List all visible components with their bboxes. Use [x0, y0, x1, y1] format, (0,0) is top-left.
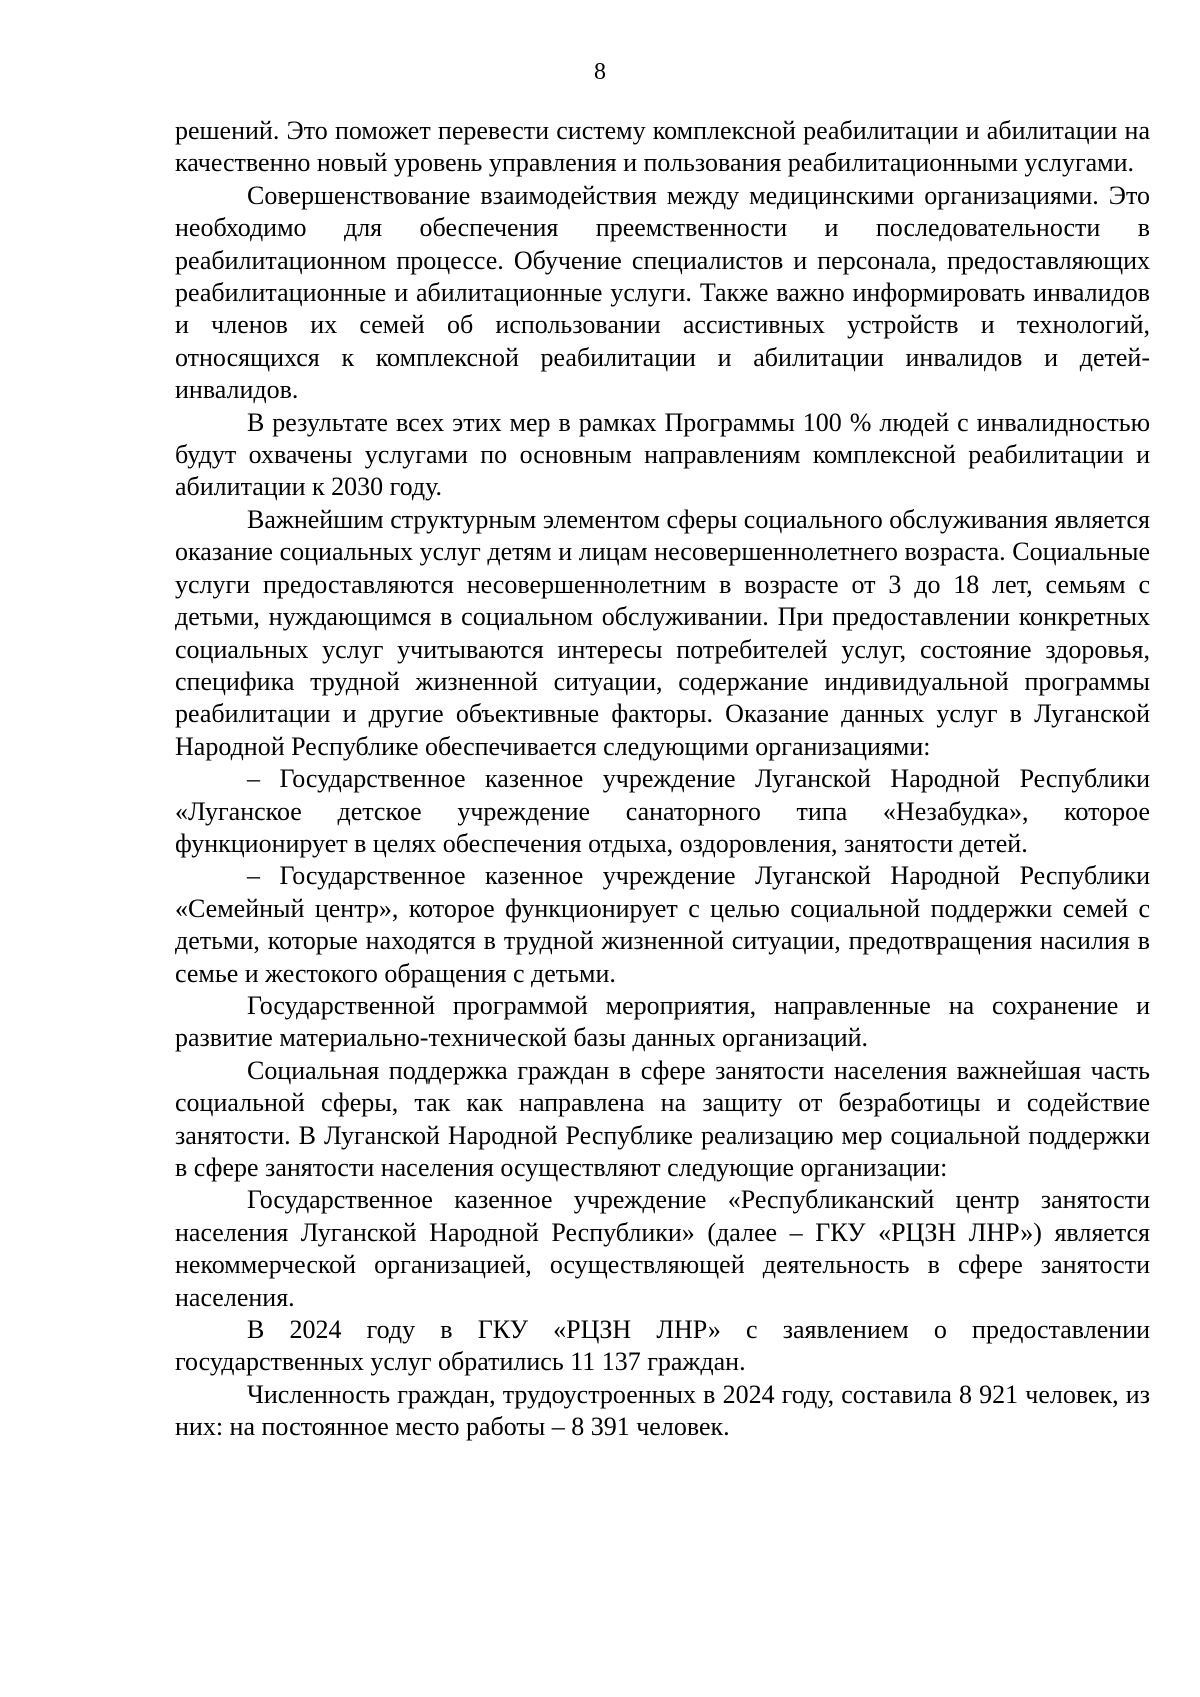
paragraph-8: Социальная поддержка граждан в сфере занятости населения важнейшая часть социальной сферы, так как направлена на защиту от безработицы и содействие занятости. В Луганской Народной Республике реализацию мер социальной поддержки в сфере занятости населения осуществляют следующие организации: — [175, 1055, 1150, 1182]
paragraph-6: – Государственное казенное учреждение Луганской Народной Республики «Семейный центр», которое функционирует с целью социальной поддержки семей с детьми, которые находятся в трудной жизненной ситуации, предотвращения насилия в семье и жестокого обращения с детьми. — [175, 861, 1150, 988]
paragraph-9: Государственное казенное учреждение «Республиканский центр занятости населения Луганской Народной Республики» (далее – ГКУ «РЦЗН ЛНР») является некоммерческой организацией, осуществляющей деятельность в сфере занятости населения. — [175, 1185, 1150, 1312]
paragraph-4: Важнейшим структурным элементом сферы социального обслуживания является оказание социальных услуг детям и лицам несовершеннолетнего возраста. Социальные услуги предоставляются несовершеннолетним в возрасте от 3 до 18 лет, семьям с детьми, нуждающимся в социальном обслуживании. При предоставлении конкретных социальных услуг учитываются интересы потребителей услуг, состояние здоровья, специфика трудной жизненной ситуации, содержание индивидуальной программы реабилитации и другие объективные факторы. Оказание данных услуг в Луганской Народной Республике обеспечивается следующими организациями: — [175, 504, 1150, 761]
paragraph-5: – Государственное казенное учреждение Луганской Народной Республики «Луганское детское учреждение санаторного типа «Незабудка», которое функционирует в целях обеспечения отдыха, оздоровления, занятости детей. — [175, 764, 1150, 858]
paragraph-3: В результате всех этих мер в рамках Программы 100 % людей с инвалидностью будут охвачены услугами по основным направлениям комплексной реабилитации и абилитации к 2030 году. — [175, 407, 1150, 502]
paragraph-11: Численность граждан, трудоустроенных в 2024 году, составила 8 921 человек, из них: на постоянное место работы – 8 391 человек. — [175, 1379, 1150, 1442]
page-number: 8 — [594, 59, 606, 85]
paragraph-10: В 2024 году в ГКУ «РЦЗН ЛНР» с заявлением о предоставлении государственных услуг обратились 11 137 граждан. — [175, 1315, 1150, 1377]
paragraph-1: решений. Это поможет перевести систему комплексной реабилитации и абилитации на качественно новый уровень управления и пользования реабилитационными услугами. — [175, 116, 1150, 178]
paragraph-2: Совершенствование взаимодействия между медицинскими организациями. Это необходимо для обеспечения преемственности и последовательности в реабилитационном процессе. Обучение специалистов и персонала, предоставляющих реабилитационные и абилитационные услуги. Также важно информировать инвалидов и членов их семей об использовании ассистивных устройств и технологий, относящихся к комплексной реабилитации и абилитации инвалидов и детей-инвалидов. — [175, 180, 1150, 405]
document-body — [175, 115, 1150, 1444]
paragraph-7: Государственной программой мероприятия, направленные на сохранение и развитие материально-технической базы данных организаций. — [175, 990, 1150, 1053]
